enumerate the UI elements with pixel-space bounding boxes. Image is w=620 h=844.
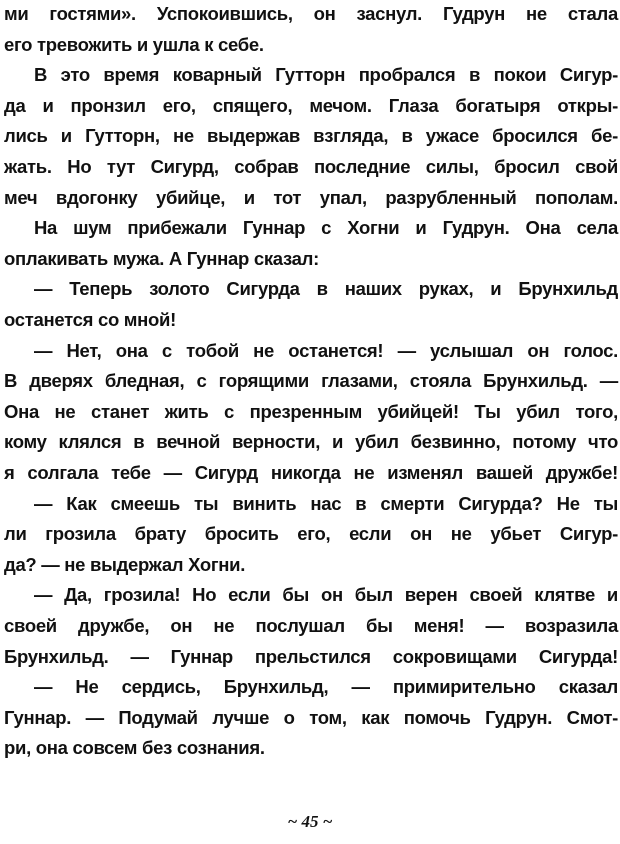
page-number: ~ 45 ~ (287, 812, 333, 831)
text-line: Брунхильд. — Гуннар прельстился сокровищами Сигурда! (4, 645, 618, 667)
text-line: ли грозила брату бросить его, если он не убьет Сигур- (4, 523, 618, 545)
text-line: останется со мной! (4, 309, 176, 330)
text-line: да и пронзил его, спящего, мечом. Глаза богатыря откры- (4, 94, 618, 116)
text-line: да? — не выдержал Хогни. (4, 553, 246, 575)
text-line: ри, она совсем без сознания. (4, 737, 265, 759)
text-line: — Нет, она с тобой не останется! — услышал он голос. (34, 339, 618, 361)
text-line: — Не сердись, Брунхильд, — примирительно сказал (34, 676, 618, 698)
text-line: — Теперь золото Сигурда в наших руках, и Брунхильд (34, 278, 618, 300)
text-line: На шум прибежали Гуннар с Хогни и Гудрун. Она села (34, 217, 618, 239)
text-line: — Как смеешь ты винить нас в смерти Сигурда? Не ты (34, 492, 618, 514)
text-line: Гуннар. — Подумай лучше о том, как помочь Гудрун. Смот- (4, 706, 618, 728)
text-line: оплакивать мужа. А Гуннар сказал: (4, 247, 319, 269)
text-line: жать. Но тут Сигурд, собрав последние силы, бросил свой (4, 156, 618, 177)
text-line: я солгала тебе — Сигурд никогда не изменял вашей дружбе! (4, 462, 618, 483)
text-line: своей дружбе, он не послушал бы меня! — возразила (4, 615, 618, 636)
text-line: ми гостями». Успокоившись, он заснул. Гудрун не стала (4, 3, 618, 24)
text-line: — Да, грозила! Но если бы он был верен своей клятве и (34, 584, 618, 606)
text-line: лись и Гутторн, не выдержав взгляда, в ужасе бросился бе- (4, 125, 618, 147)
text-line: его тревожить и ушла к себе. (4, 33, 264, 55)
text-line: В это время коварный Гутторн пробрался в покои Сигур- (34, 64, 618, 86)
text-line: В дверях бледная, с горящими глазами, стояла Брунхильд. — (4, 370, 618, 392)
text-line: Она не станет жить с презренным убийцей! Ты убил того, (4, 400, 618, 422)
text-line: кому клялся в вечной верности, и убил безвинно, потому что (4, 431, 618, 453)
text-line: меч вдогонку убийце, и тот упал, разрубленный пополам. (4, 186, 618, 208)
